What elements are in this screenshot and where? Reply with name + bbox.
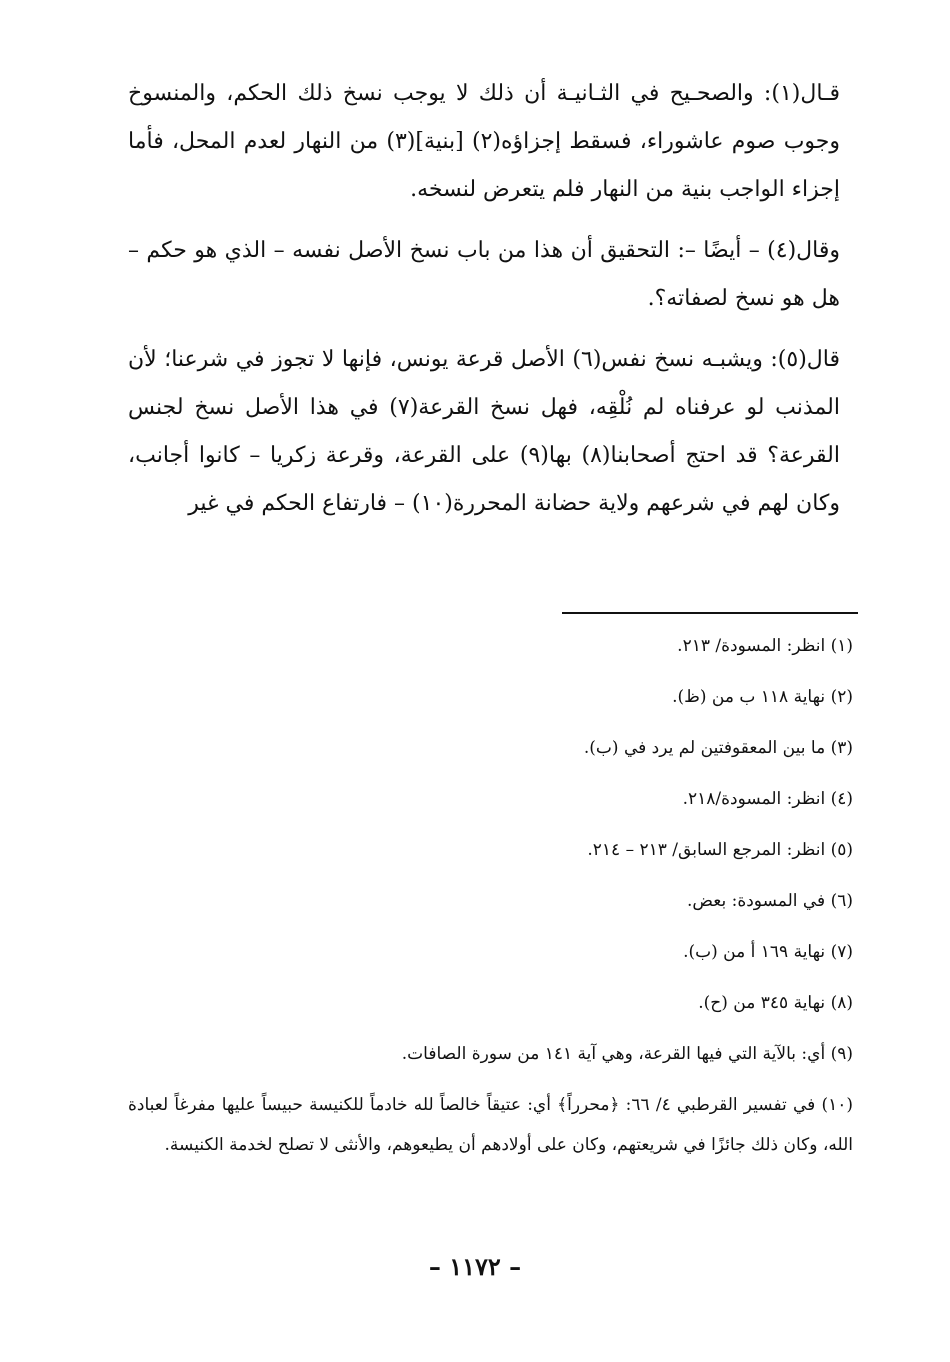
footnote-9: (٩) أي: بالآية التي فيها القرعة، وهي آية ١٤١ من سورة الصافات. bbox=[401, 1044, 853, 1064]
footnote-8: (٨) نهاية ٣٤٥ من (ح). bbox=[698, 993, 853, 1013]
footnote-1: (١) انظر: المسودة/ ٢١٣. bbox=[677, 636, 853, 656]
footnote-3: (٣) ما بين المعقوفتين لم يرد في (ب). bbox=[583, 738, 853, 758]
paragraph-2: وقال(٤) – أيضًا –: التحقيق أن هذا من باب نسخ الأصل نفسه – الذي هو حكم – هل هو نسخ لصفاته؟. bbox=[128, 238, 840, 311]
paragraph-3: قال(٥): ويشبـه نسخ نفس(٦) الأصل قرعة يونس، فإنها لا تجوز في شرعنا؛ لأن المذنب لو عرفناه لم نُلْقِه، فهل نسخ القرعة(٧) في هذا الأصل نسخ لجنس القرعة؟ قد احتج أصحابنا(٨) بها(٩) على القرعة، وقرعة زكريا – كانوا أجانب، وكان لهم في شرعهم ولاية حضانة المحررة(١٠) – فارتفاع الحكم في غير bbox=[128, 347, 841, 516]
footnote-6: (٦) في المسودة: بعض. bbox=[687, 891, 853, 911]
paragraph-1: قـال(١): والصحـيح في الثـانيـة أن ذلك لا يوجب نسخ ذلك الحكم، والمنسوخ وجوب صوم عاشوراء، فسقط إجزاؤه(٢) [بنية](٣) من النهار لعدم المحل، فأما إجزاء الواجب بنية من النهار فلم يتعرض لنسخه. bbox=[128, 81, 840, 202]
footnote-2: (٢) نهاية ١١٨ ب من (ظ). bbox=[672, 687, 853, 707]
footnote-5: (٥) انظر: المرجع السابق/ ٢١٣ – ٢١٤. bbox=[587, 840, 853, 860]
footnotes bbox=[128, 626, 853, 1176]
footnote-10: (١٠) في تفسير القرطبي ٤/ ٦٦: ﴿محرراً﴾ أي: عتيقاً خالصاً لله خادماً للكنيسة حبيساً عليها مفرغاً لعبادة الله، وكان ذلك جائزًا في شريعتهم، وكان على أولادهم أن يطيعوهم، والأنثى لا تصلح لخدمة الكنيسة. bbox=[128, 1095, 853, 1155]
footnote-separator bbox=[562, 612, 858, 614]
page-number: – ١١٧٢ – bbox=[428, 1252, 522, 1281]
footnote-7: (٧) نهاية ١٦٩ أ من (ب). bbox=[683, 942, 853, 962]
footnote-4: (٤) انظر: المسودة/٢١٨. bbox=[682, 789, 853, 809]
main-text bbox=[128, 70, 840, 541]
